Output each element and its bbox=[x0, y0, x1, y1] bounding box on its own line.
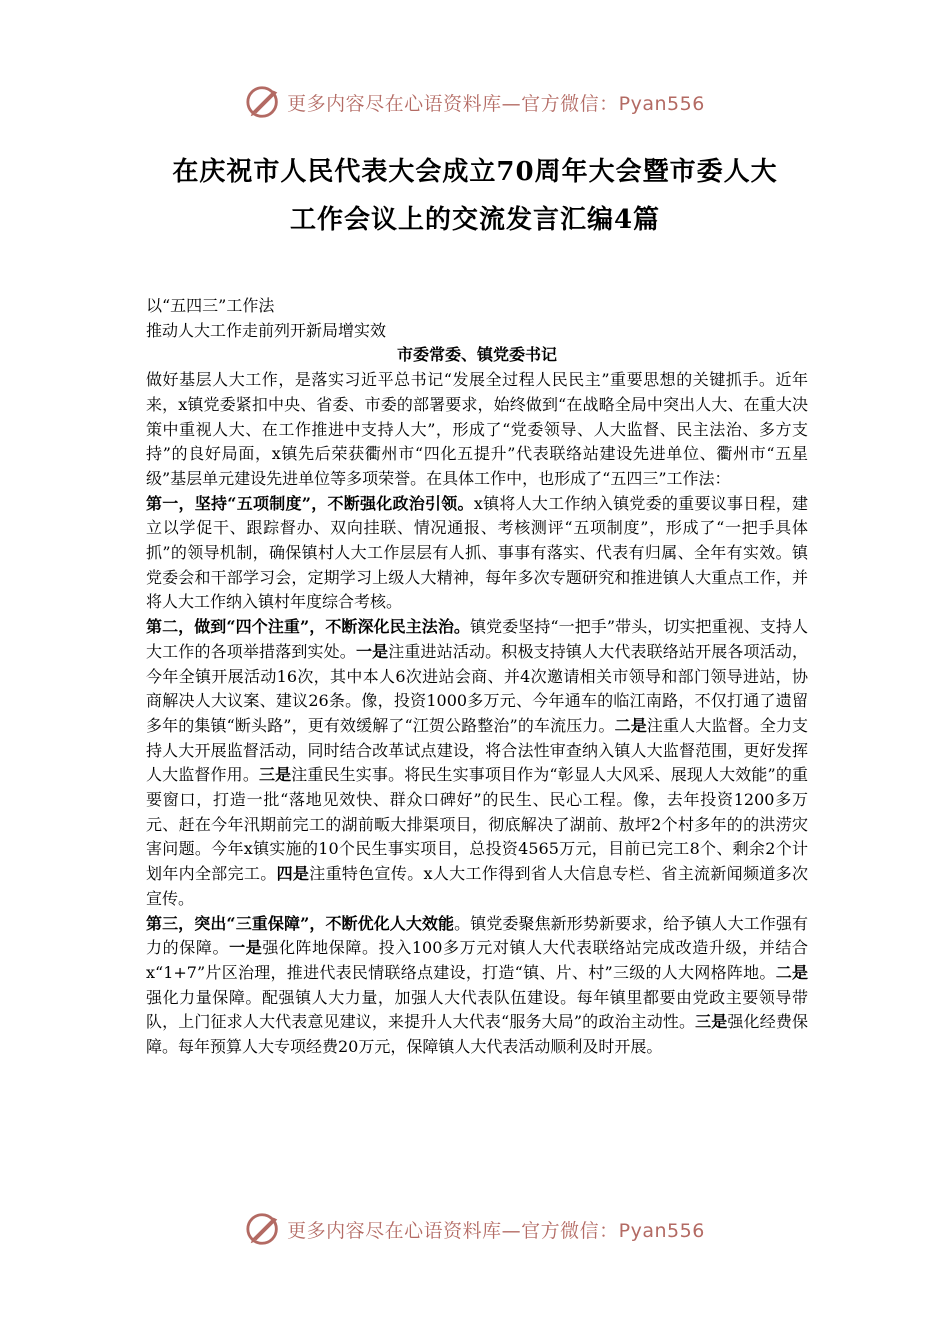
paragraph-third-text: 强化阵地保障。投入100多万元对镇人大代表联络站完成改造升级，并结合x“1+7”片区治理，推进代表民情联络点建设，打造“镇、片、村”三级的人大网格阵地。 bbox=[146, 938, 808, 982]
paragraph-first-body: x镇将人大工作纳入镇党委的重要议事日程，建立以学促干、跟踪督办、双向挂联、情况通报、考核测评“五项制度”，形成了“一把手具体抓”的领导机制，确保镇村人大工作层层有人抓、事事有落实、代表有归属、全年有实效。镇党委会和干部学习会，定期学习上级人大精神，每年多次专题研究和推进镇人大重点工作，并将人大工作纳入镇村年度综合考核。 bbox=[146, 493, 808, 612]
banner-text: 更多内容尽在心语资料库—官方微信：Pyan556 bbox=[287, 92, 705, 115]
keyword: 一是 bbox=[355, 641, 389, 661]
keyword: 三是 bbox=[258, 765, 292, 785]
header-banner bbox=[0, 80, 950, 124]
paragraph-second-text: 注重特色宣传。x人大工作得到省人大信息专栏、省主流新闻频道多次宣传。 bbox=[146, 864, 808, 908]
pen-logo-icon bbox=[245, 83, 283, 121]
paragraph-third-text: 强化力量保障。配强镇人大力量，加强人大代表队伍建设。每年镇里都要由党政主要领导带队，上门征求人大代表意见建议，来提升人大代表“服务大局”的政治主动性。 bbox=[146, 987, 808, 1032]
paragraph-second-text: 注重人大监督。全力支持人大开展监督活动，同时结合改革试点建设，将合法性审查纳入镇人大监督范围，更好发挥人大监督作用。 bbox=[146, 715, 808, 785]
document-body bbox=[146, 294, 808, 1060]
paragraph-second-lead: 第二，做到“四个注重”，不断深化民主法治。 bbox=[146, 617, 471, 637]
keyword: 一是 bbox=[229, 938, 263, 958]
footer-banner bbox=[0, 1207, 950, 1251]
pen-logo-icon bbox=[245, 1210, 283, 1248]
intro-line-1: 以“五四三”工作法 bbox=[146, 296, 275, 315]
keyword: 四是 bbox=[276, 864, 310, 884]
paragraph-third bbox=[146, 912, 808, 1060]
paragraph-second-text: 注重进站活动。积极支持镇人大代表联络站开展各项活动，今年全镇开展活动16次，其中本人6次进站会商、并4次邀请相关市领导和部门领导进站，协商解决人大议案、建议26条。像，投资1000多万元、今年通车的临江南路，不仅打通了遗留多年的集镇“断头路”，更有效缓解了“江贺公路整治”的车流压力。 bbox=[146, 641, 808, 735]
keyword: 二是 bbox=[614, 715, 647, 735]
paragraph-second-text: 镇党委坚持“一把手”带头，切实把重视、支持人大工作的各项举措落到实处。 bbox=[146, 617, 808, 661]
paragraph-third-text: 。镇党委聚焦新形势新要求，给予镇人大工作强有力的保障。 bbox=[146, 913, 808, 958]
paragraph-second bbox=[146, 615, 808, 911]
intro-line-2: 推动人大工作走前列开新局增实效 bbox=[146, 320, 387, 340]
title-line-1: 在庆祝市人民代表大会成立70周年大会暨市委人大 bbox=[172, 157, 778, 187]
paragraph-third-text: 强化经费保障。每年预算人大专项经费20万元，保障镇人大代表活动顺利及时开展。 bbox=[146, 1012, 808, 1057]
paragraph-intro: 做好基层人大工作，是落实习近平总书记“发展全过程人民民主”重要思想的关键抓手。近年来，x镇党委紧扣中央、省委、市委的部署要求，始终做到“在战略全局中突出人大、在重大决策中重视人大、在工作推进中支持人大”，形成了“党委领导、人大监督、民主法治、多方支持”的良好局面，x镇先后荣获衢州市“四化五提升”代表联络站建设先进单位、衢州市“五星级”基层单元建设先进单位等多项荣誉。在具体工作中，也形成了“五四三”工作法： bbox=[146, 370, 808, 488]
paragraph-second-text: 注重民生实事。将民生实事项目作为“彰显人大风采、展现人大效能”的重要窗口，打造一批“落地见效快、群众口碑好”的民生、民心工程。像，去年投资1200多万元、赶在今年汛期前完工的湖前畈大排渠项目，彻底解决了湖前、敖坪2个村多年的的洪涝灾害问题。今年x镇实施的10个民生事实项目，总投资4565万元，目前已完工8个、剩余2个计划年内全部完工。 bbox=[146, 765, 808, 884]
banner-text: 更多内容尽在心语资料库—官方微信：Pyan556 bbox=[287, 1219, 705, 1242]
document-title bbox=[0, 148, 950, 244]
paragraph-first bbox=[146, 492, 808, 616]
paragraph-first-lead: 第一，坚持“五项制度”，不断强化政治引领。 bbox=[146, 493, 474, 513]
keyword: 三是 bbox=[695, 1012, 728, 1032]
title-line-2: 工作会议上的交流发言汇编4篇 bbox=[289, 205, 661, 235]
keyword: 二是 bbox=[775, 962, 808, 982]
paragraph-third-lead: 第三，突出“三重保障”，不断优化人大效能 bbox=[146, 913, 455, 933]
author-line: 市委常委、镇党委书记 bbox=[396, 345, 557, 365]
